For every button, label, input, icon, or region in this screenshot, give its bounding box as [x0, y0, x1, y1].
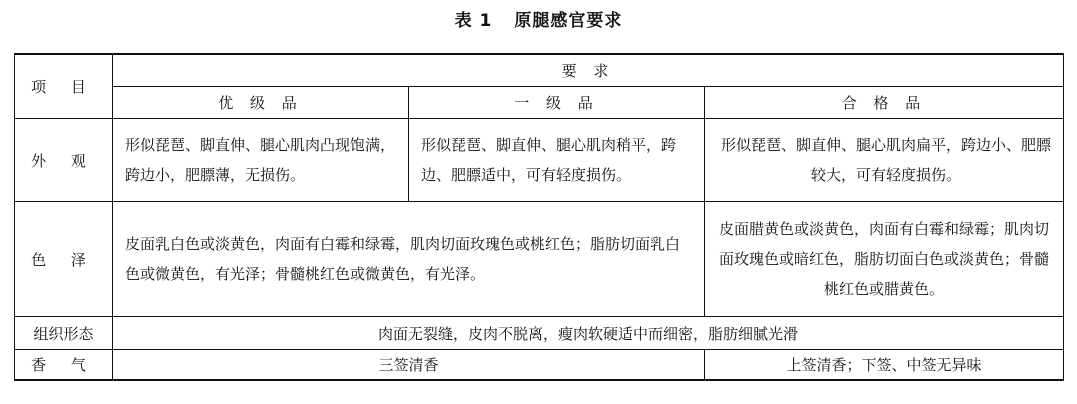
- table-title: [0, 6, 1077, 36]
- header-grade-qualified: 合 格 品: [705, 87, 1064, 119]
- color-premium-first: 皮面乳白色或淡黄色，肉面有白霉和绿霉，肌肉切面玫瑰色或桃红色；脂肪切面乳白色或微黄色，有光泽；骨髓桃红色或微黄色，有光泽。: [125, 235, 681, 283]
- aroma-qualified: 上签清香；下签、中签无异味: [705, 350, 1064, 381]
- table-row: [15, 350, 1064, 381]
- header-grade-first: 一 级 品: [409, 87, 705, 119]
- sensory-requirements-table: [14, 53, 1064, 381]
- texture-all: 肉面无裂缝，皮肉不脱离，瘦肉软硬适中而细密，脂肪细腻光滑: [113, 317, 1064, 350]
- header-grade-premium: 优 级 品: [113, 87, 409, 119]
- table-number: 表 1: [454, 11, 493, 31]
- color-qualified-cell: [705, 202, 1064, 317]
- row-label-texture: 组织形态: [15, 317, 113, 350]
- appearance-premium-cell: [113, 119, 409, 202]
- header-row-2: [15, 87, 1064, 119]
- table-row: [15, 317, 1064, 350]
- row-label-color: 色 泽: [15, 202, 113, 317]
- aroma-premium-first: 三签清香: [113, 350, 705, 381]
- appearance-first-cell: [409, 119, 705, 202]
- table-row: [15, 119, 1064, 202]
- header-item: 项 目: [15, 54, 113, 119]
- appearance-first: 形似琵琶、脚直伸、腿心肌肉稍平，跨边、肥膘适中，可有轻度损伤。: [421, 136, 677, 184]
- row-label-appearance: 外 观: [15, 119, 113, 202]
- appearance-premium: 形似琵琶、脚直伸、腿心肌肉凸现饱满，跨边小，肥膘薄，无损伤。: [125, 136, 396, 184]
- header-requirement: 要 求: [113, 54, 1064, 87]
- appearance-qualified-cell: [705, 119, 1064, 202]
- row-label-aroma: 香 气: [15, 350, 113, 381]
- table-row: [15, 202, 1064, 317]
- color-qualified: 皮面腊黄色或淡黄色，肉面有白霉和绿霉；肌肉切面玫瑰色或暗红色，脂肪切面白色或淡黄色；骨髓桃红色或腊黄色。: [719, 220, 1050, 298]
- appearance-qualified: 形似琵琶、脚直伸、腿心肌肉扁平，跨边小、肥膘较大，可有轻度损伤。: [721, 136, 1052, 184]
- header-row-1: [15, 54, 1064, 87]
- color-premium-first-cell: [113, 202, 705, 317]
- table-title-text: 原腿感官要求: [514, 11, 623, 31]
